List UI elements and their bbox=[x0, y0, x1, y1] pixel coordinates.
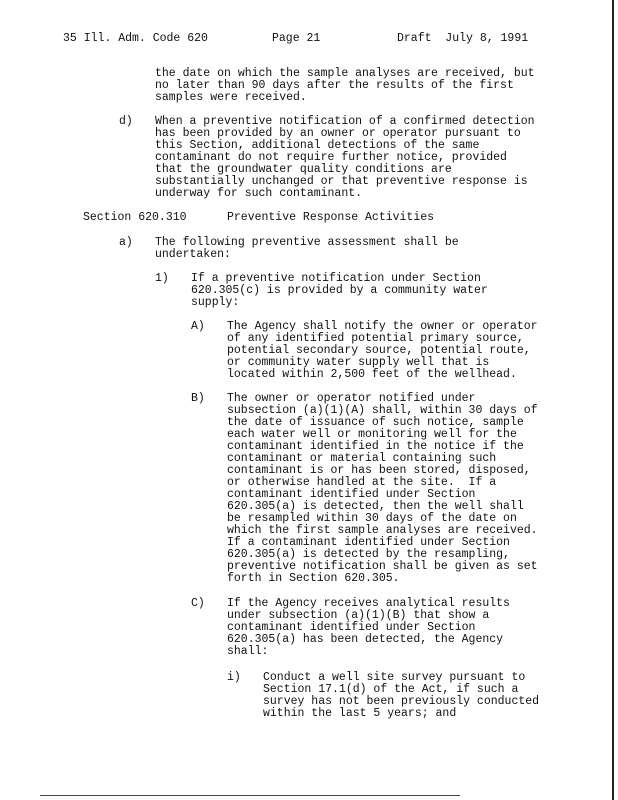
item-d-paragraph: When a preventive notification of a confirmed detection has been provided by an owner or operator pursuant to this Section, additional detections of the same contaminant do not require further notice, provided that the groundwater quality conditions are substantially unchanged or that preventive response is underway for such contaminant. bbox=[155, 115, 535, 200]
item-C-label: C) bbox=[191, 597, 205, 610]
scan-edge-bottom bbox=[40, 795, 460, 796]
item-B-label: B) bbox=[191, 392, 205, 405]
item-i-label: i) bbox=[227, 671, 241, 684]
section-number: Section 620.310 bbox=[83, 211, 187, 224]
section-title: Preventive Response Activities bbox=[227, 211, 435, 224]
item-a-paragraph: The following preventive assessment shall be undertaken: bbox=[155, 236, 459, 261]
continuation-paragraph: the date on which the sample analyses are received, but no later than 90 days after the results of the first samples were received. bbox=[155, 67, 535, 104]
item-A-paragraph: The Agency shall notify the owner or operator of any identified potential primary source, potential secondary source, potential route, or community water supply well that is located within 2,500 feet of the wellhead. bbox=[227, 320, 538, 381]
item-B-paragraph: The owner or operator notified under subsection (a)(1)(A) shall, within 30 days of the date of issuance of such notice, sample each water well or monitoring well for the contaminant identified in the notice if the contaminant or material containing such contaminant is or has been stored, disposed, or otherwise handled at the site. If a contaminant identified under Section 620.305(a) is detected, then the well shall be resampled within 30 days of the date on which the first sample analyses are received. If a contaminant identified under Section 620.305(a) is detected by the resampling, preventive notification shall be given as set forth in Section 620.305. bbox=[227, 392, 538, 585]
header-code: 35 Ill. Adm. Code 620 bbox=[63, 32, 208, 45]
item-A-label: A) bbox=[191, 320, 205, 333]
item-C-paragraph: If the Agency receives analytical results under subsection (a)(1)(B) that show a contaminant identified under Section 620.305(a) has been detected, the Agency shall: bbox=[227, 597, 510, 658]
scan-edge-right bbox=[612, 0, 614, 800]
item-i-paragraph: Conduct a well site survey pursuant to Section 17.1(d) of the Act, if such a survey has not been previously conducted within the last 5 years; and bbox=[263, 671, 540, 720]
item-1-paragraph: If a preventive notification under Section 620.305(c) is provided by a community water supply: bbox=[191, 272, 488, 309]
header-page: Page 21 bbox=[272, 32, 321, 45]
item-d-label: d) bbox=[119, 115, 133, 128]
item-1-label: 1) bbox=[155, 272, 169, 285]
item-a-label: a) bbox=[119, 236, 133, 249]
header-draft-date: Draft July 8, 1991 bbox=[397, 32, 529, 45]
